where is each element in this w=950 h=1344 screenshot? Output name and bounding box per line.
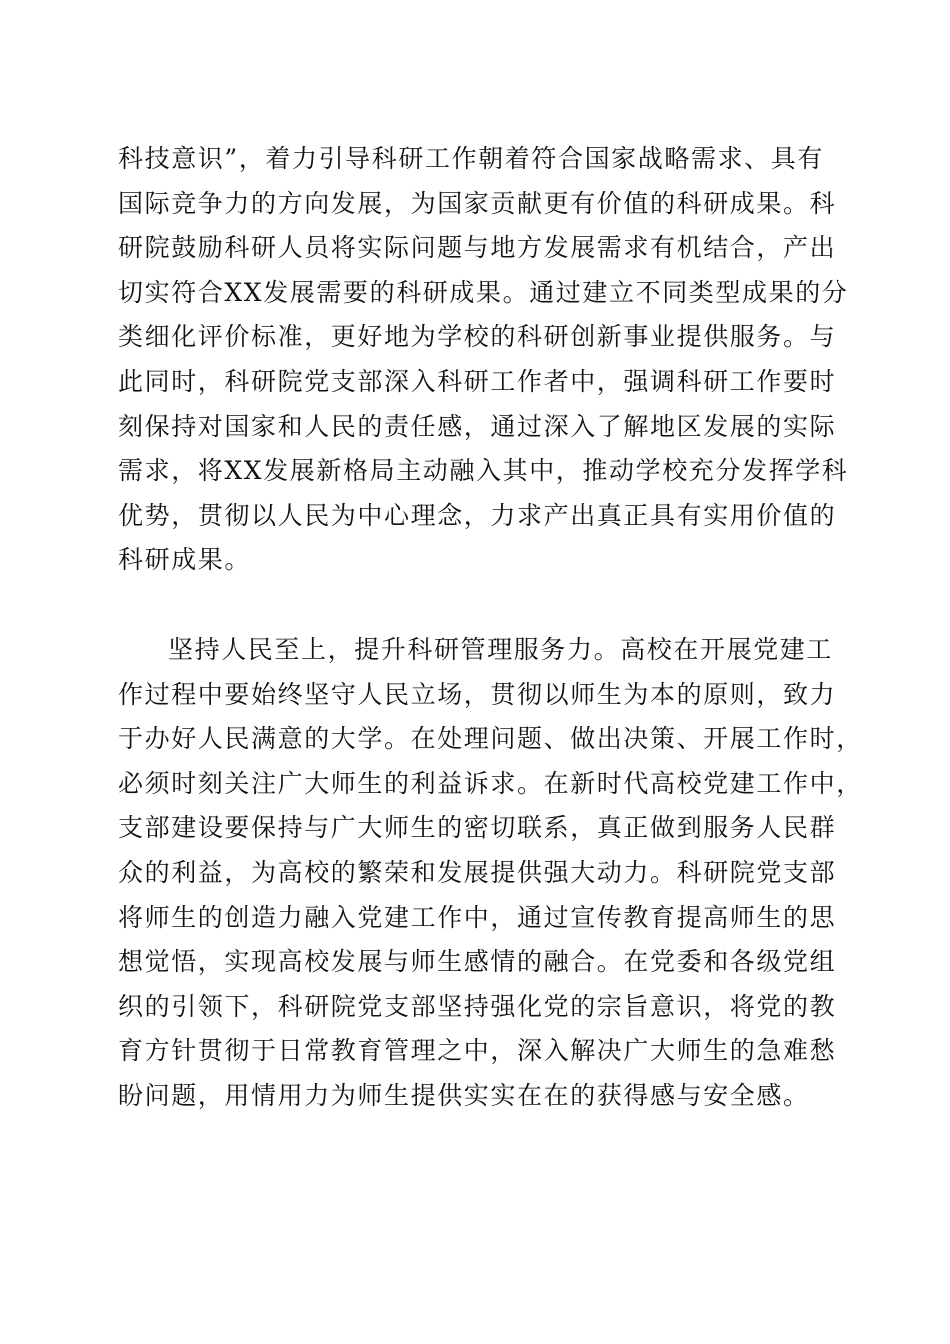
paragraph-2-line: 于办好人民满意的大学。在处理问题、做出决策、开展工作时， — [118, 724, 863, 754]
paragraph-2-line: 育方针贯彻于日常教育管理之中，深入解决广大师生的急难愁 — [118, 1036, 837, 1066]
paragraph-2-line: 支部建设要保持与广大师生的密切联系，真正做到服务人民群 — [118, 813, 837, 843]
paragraph-2-line: 必须时刻关注广大师生的利益诉求。在新时代高校党建工作中， — [118, 768, 863, 798]
paragraph-1-line: 优势，贯彻以人民为中心理念，力求产出真正具有实用价值的 — [118, 500, 837, 530]
paragraph-1-line: 刻保持对国家和人民的责任感，通过深入了解地区发展的实际 — [118, 411, 837, 441]
paragraph-2 — [118, 628, 863, 1119]
paragraph-2-line: 众的利益，为高校的繁荣和发展提供强大动力。科研院党支部 — [118, 857, 837, 887]
paragraph-1-line: 切实符合XX发展需要的科研成果。通过建立不同类型成果的分 — [118, 277, 849, 307]
paragraph-1-line: 科研成果。 — [118, 545, 252, 575]
paragraph-2-line: 想觉悟，实现高校发展与师生感情的融合。在党委和各级党组 — [118, 947, 837, 977]
paragraph-1-line: 类细化评价标准，更好地为学校的科研创新事业提供服务。与 — [118, 322, 837, 352]
paragraph-1 — [118, 137, 849, 583]
paragraph-1-line: 需求，将XX发展新格局主动融入其中，推动学校充分发挥学科 — [118, 456, 849, 486]
paragraph-1-line: 科技意识”，着力引导科研工作朝着符合国家战略需求、具有 — [118, 144, 824, 173]
paragraph-2-line: 作过程中要始终坚守人民立场，贯彻以师生为本的原则，致力 — [118, 679, 837, 709]
paragraph-2-line: 坚持人民至上，提升科研管理服务力。高校在开展党建工 — [168, 635, 834, 664]
paragraph-2-line: 织的引领下，科研院党支部坚持强化党的宗旨意识，将党的教 — [118, 991, 837, 1021]
paragraph-2-line: 将师生的创造力融入党建工作中，通过宣传教育提高师生的思 — [118, 902, 837, 932]
paragraph-1-line: 国际竞争力的方向发展，为国家贡献更有价值的科研成果。科 — [118, 188, 837, 218]
paragraph-2-line: 盼问题，用情用力为师生提供实实在在的获得感与安全感。 — [118, 1080, 810, 1110]
paragraph-1-line: 此同时，科研院党支部深入科研工作者中，强调科研工作要时 — [118, 366, 837, 396]
paragraph-1-line: 研院鼓励科研人员将实际问题与地方发展需求有机结合，产出 — [118, 233, 837, 263]
